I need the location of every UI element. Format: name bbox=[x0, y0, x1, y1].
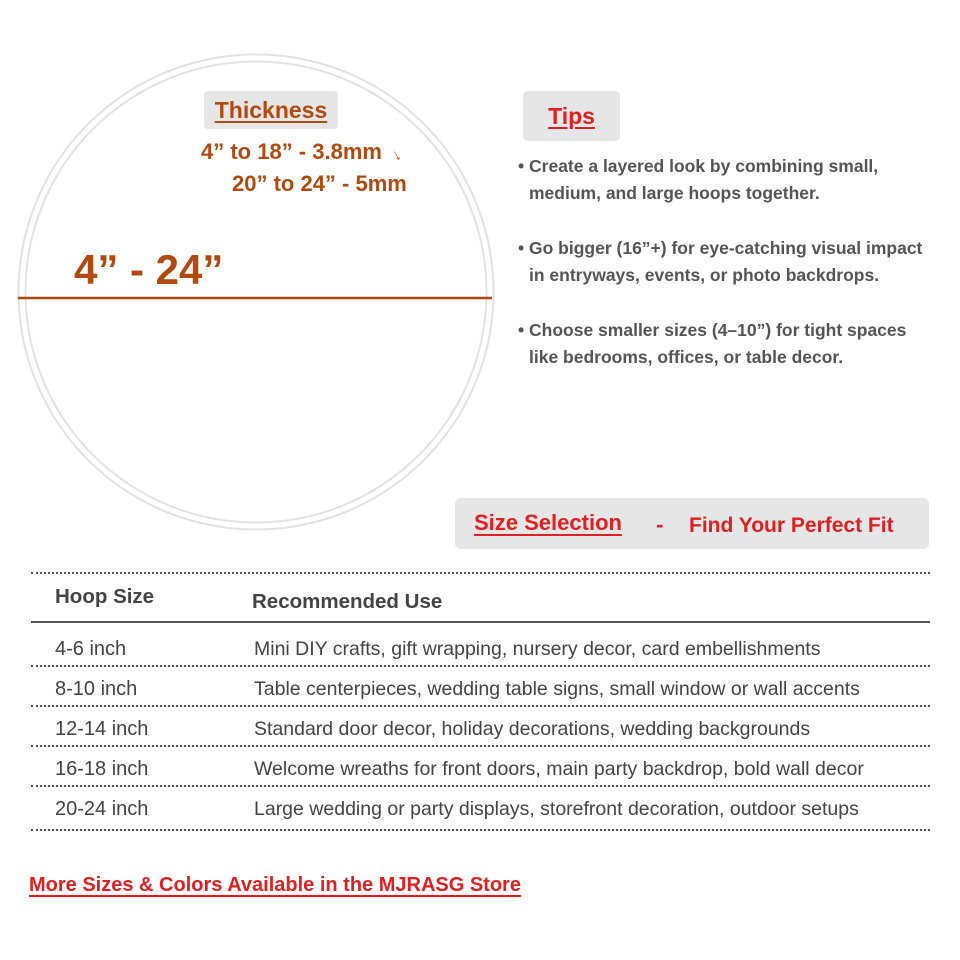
table-row bbox=[0, 758, 960, 798]
divider bbox=[31, 745, 930, 747]
size-selection-separator: - bbox=[656, 512, 664, 537]
tip-item: • Create a layered look by combining small, medium, and large hoops together. bbox=[518, 156, 879, 203]
divider bbox=[31, 621, 930, 623]
divider bbox=[31, 665, 930, 667]
cell-use: Large wedding or party displays, storefront decoration, outdoor setups bbox=[254, 798, 859, 820]
cell-use: Welcome wreaths for front doors, main party backdrop, bold wall decor bbox=[254, 758, 864, 780]
cell-use: Mini DIY crafts, gift wrapping, nursery decor, card embellishments bbox=[254, 638, 821, 660]
divider bbox=[31, 572, 930, 574]
size-selection-subtitle: Find Your Perfect Fit bbox=[689, 514, 894, 537]
cell-size: 4-6 inch bbox=[55, 638, 127, 660]
tips-title: Tips bbox=[548, 102, 595, 129]
tip-item: • Go bigger (16”+) for eye-catching visual impact in entryways, events, or photo backdrops. bbox=[518, 238, 923, 285]
cell-size: 20-24 inch bbox=[55, 798, 149, 820]
cell-use: Table centerpieces, wedding table signs, small window or wall accents bbox=[254, 678, 860, 700]
bullet-icon: • bbox=[518, 156, 525, 176]
thickness-line-2: 20” to 24” - 5mm bbox=[232, 171, 407, 196]
cell-use: Standard door decor, holiday decorations, wedding backgrounds bbox=[254, 718, 811, 740]
thickness-title: Thickness bbox=[214, 96, 328, 123]
thickness-badge bbox=[204, 91, 338, 129]
thickness-arrow-icon: → bbox=[387, 143, 410, 166]
divider bbox=[31, 829, 930, 831]
more-sizes-link[interactable]: More Sizes & Colors Available in the MJRASG Store bbox=[29, 874, 521, 896]
bullet-icon: • bbox=[518, 320, 525, 340]
size-selection-title: Size Selection bbox=[474, 510, 622, 535]
cell-size: 16-18 inch bbox=[55, 758, 149, 780]
size-range-label: 4” - 24” bbox=[74, 246, 224, 293]
table-row bbox=[0, 678, 960, 718]
tips-badge bbox=[523, 91, 620, 141]
thickness-line-1: 4” to 18” - 3.8mm → bbox=[201, 139, 410, 166]
divider bbox=[31, 785, 930, 787]
header-hoop-size: Hoop Size bbox=[55, 585, 155, 608]
table-row bbox=[0, 718, 960, 758]
divider bbox=[31, 705, 930, 707]
table-row bbox=[0, 638, 960, 678]
tip-item: • Choose smaller sizes (4–10”) for tight spaces like bedrooms, offices, or table decor. bbox=[518, 320, 907, 367]
table-row bbox=[0, 798, 960, 838]
cell-size: 12-14 inch bbox=[55, 718, 149, 740]
cell-size: 8-10 inch bbox=[55, 678, 138, 700]
header-recommended-use: Recommended Use bbox=[252, 590, 443, 613]
bullet-icon: • bbox=[518, 238, 525, 258]
